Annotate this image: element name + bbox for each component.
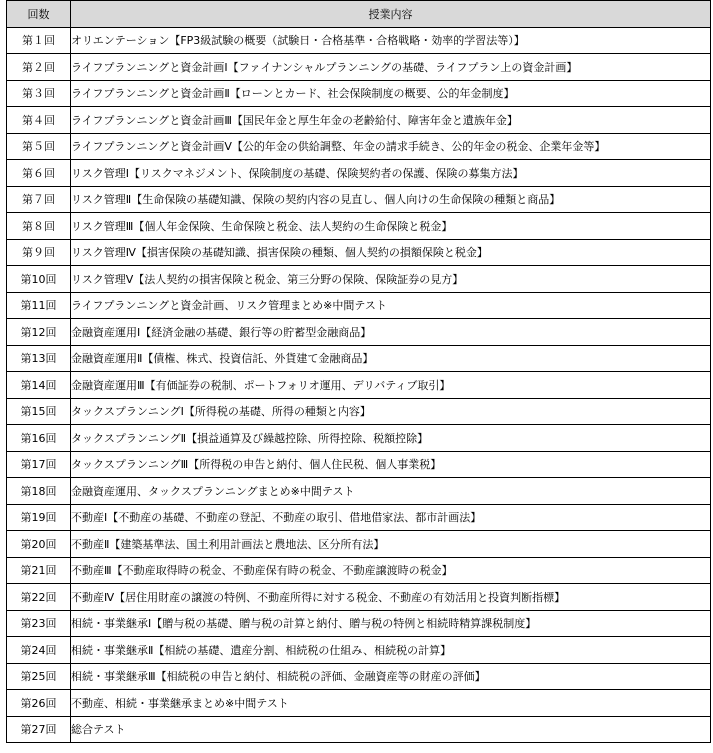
table-row	[7, 451, 711, 478]
session-content: 金融資産運用Ⅰ【経済金融の基礎、銀行等の貯蓄型金融商品】	[71, 319, 711, 346]
table-row	[7, 345, 711, 372]
header-content: 授業内容	[71, 1, 711, 28]
session-content: タックスプランニングⅢ【所得税の申告と納付、個人住民税、個人事業税】	[71, 451, 711, 478]
session-number: 第３回	[7, 80, 71, 107]
session-number: 第11回	[7, 292, 71, 319]
session-number: 第17回	[7, 451, 71, 478]
table-row	[7, 27, 711, 54]
session-content: 相続・事業継承Ⅱ【相続の基礎、遺産分割、相続税の仕組み、相続税の計算】	[71, 637, 711, 664]
header-row	[7, 1, 711, 28]
table-row	[7, 716, 711, 743]
session-content: 相続・事業継承Ⅲ【相続税の申告と納付、相続税の評価、金融資産等の財産の評価】	[71, 663, 711, 690]
session-content: タックスプランニングⅠ【所得税の基礎、所得の種類と内容】	[71, 398, 711, 425]
session-number: 第25回	[7, 663, 71, 690]
session-content: 不動産Ⅰ【不動産の基礎、不動産の登記、不動産の取引、借地借家法、都市計画法】	[71, 504, 711, 531]
session-number: 第10回	[7, 266, 71, 293]
session-number: 第15回	[7, 398, 71, 425]
session-content: リスク管理Ⅰ【リスクマネジメント、保険制度の基礎、保険契約者の保護、保険の募集方法】	[71, 160, 711, 187]
session-number: 第２回	[7, 54, 71, 81]
table-row	[7, 54, 711, 81]
session-content: 不動産Ⅲ【不動産取得時の税金、不動産保有時の税金、不動産譲渡時の税金】	[71, 557, 711, 584]
session-content: ライフプランニングと資金計画、リスク管理まとめ※中間テスト	[71, 292, 711, 319]
session-content: 不動産Ⅳ【居住用財産の譲渡の特例、不動産所得に対する税金、不動産の有効活用と投資判断指標】	[71, 584, 711, 611]
session-number: 第14回	[7, 372, 71, 399]
session-number: 第21回	[7, 557, 71, 584]
session-content: リスク管理Ⅳ【損害保険の基礎知識、損害保険の種類、個人契約の損額保険と税金】	[71, 239, 711, 266]
header-number: 回数	[7, 1, 71, 28]
table-row	[7, 504, 711, 531]
table-row	[7, 292, 711, 319]
table-row	[7, 398, 711, 425]
table-row	[7, 584, 711, 611]
session-number: 第８回	[7, 213, 71, 240]
table-row	[7, 531, 711, 558]
session-content: リスク管理Ⅲ【個人年金保険、生命保険と税金、法人契約の生命保険と税金】	[71, 213, 711, 240]
table-row	[7, 266, 711, 293]
session-content: タックスプランニングⅡ【損益通算及び繰越控除、所得控除、税額控除】	[71, 425, 711, 452]
table-row	[7, 80, 711, 107]
table-row	[7, 557, 711, 584]
session-number: 第20回	[7, 531, 71, 558]
table-row	[7, 690, 711, 717]
course-schedule-table	[6, 0, 711, 743]
session-number: 第18回	[7, 478, 71, 505]
session-content: ライフプランニングと資金計画Ⅲ【国民年金と厚生年金の老齢給付、障害年金と遺族年金】	[71, 107, 711, 134]
session-content: 総合テスト	[71, 716, 711, 743]
session-number: 第16回	[7, 425, 71, 452]
table-row	[7, 637, 711, 664]
table-row	[7, 107, 711, 134]
session-content: 金融資産運用、タックスプランニングまとめ※中間テスト	[71, 478, 711, 505]
table-row	[7, 425, 711, 452]
session-number: 第１回	[7, 27, 71, 54]
session-content: 不動産Ⅱ【建築基準法、国土利用計画法と農地法、区分所有法】	[71, 531, 711, 558]
session-content: ライフプランニングと資金計画Ⅱ【ローンとカード、社会保険制度の概要、公的年金制度】	[71, 80, 711, 107]
session-content: リスク管理Ⅴ【法人契約の損害保険と税金、第三分野の保険、保険証券の見方】	[71, 266, 711, 293]
session-content: 金融資産運用Ⅱ【債権、株式、投資信託、外貨建て金融商品】	[71, 345, 711, 372]
table-row	[7, 186, 711, 213]
session-number: 第７回	[7, 186, 71, 213]
session-number: 第12回	[7, 319, 71, 346]
session-number: 第23回	[7, 610, 71, 637]
session-content: オリエンテーション【FP3級試験の概要（試験日・合格基準・合格戦略・効率的学習法等）】	[71, 27, 711, 54]
schedule-body	[7, 27, 711, 743]
table-row	[7, 610, 711, 637]
table-row	[7, 239, 711, 266]
table-row	[7, 478, 711, 505]
session-number: 第22回	[7, 584, 71, 611]
table-row	[7, 319, 711, 346]
session-number: 第24回	[7, 637, 71, 664]
session-number: 第５回	[7, 133, 71, 160]
session-content: 不動産、相続・事業継承まとめ※中間テスト	[71, 690, 711, 717]
session-content: ライフプランニングと資金計画Ⅰ【ファイナンシャルプランニングの基礎、ライフプラン上の資金計画】	[71, 54, 711, 81]
session-number: 第４回	[7, 107, 71, 134]
session-number: 第27回	[7, 716, 71, 743]
session-number: 第26回	[7, 690, 71, 717]
table-row	[7, 160, 711, 187]
session-content: ライフプランニングと資金計画Ⅴ【公的年金の供給調整、年金の請求手続き、公的年金の税金、企業年金等】	[71, 133, 711, 160]
session-number: 第９回	[7, 239, 71, 266]
session-number: 第13回	[7, 345, 71, 372]
table-row	[7, 372, 711, 399]
session-content: 金融資産運用Ⅲ【有価証券の税制、ポートフォリオ運用、デリバティブ取引】	[71, 372, 711, 399]
table-row	[7, 133, 711, 160]
table-row	[7, 213, 711, 240]
table-row	[7, 663, 711, 690]
session-number: 第19回	[7, 504, 71, 531]
session-number: 第６回	[7, 160, 71, 187]
session-content: リスク管理Ⅱ【生命保険の基礎知識、保険の契約内容の見直し、個人向けの生命保険の種類と商品】	[71, 186, 711, 213]
session-content: 相続・事業継承Ⅰ【贈与税の基礎、贈与税の計算と納付、贈与税の特例と相続時精算課税制度】	[71, 610, 711, 637]
